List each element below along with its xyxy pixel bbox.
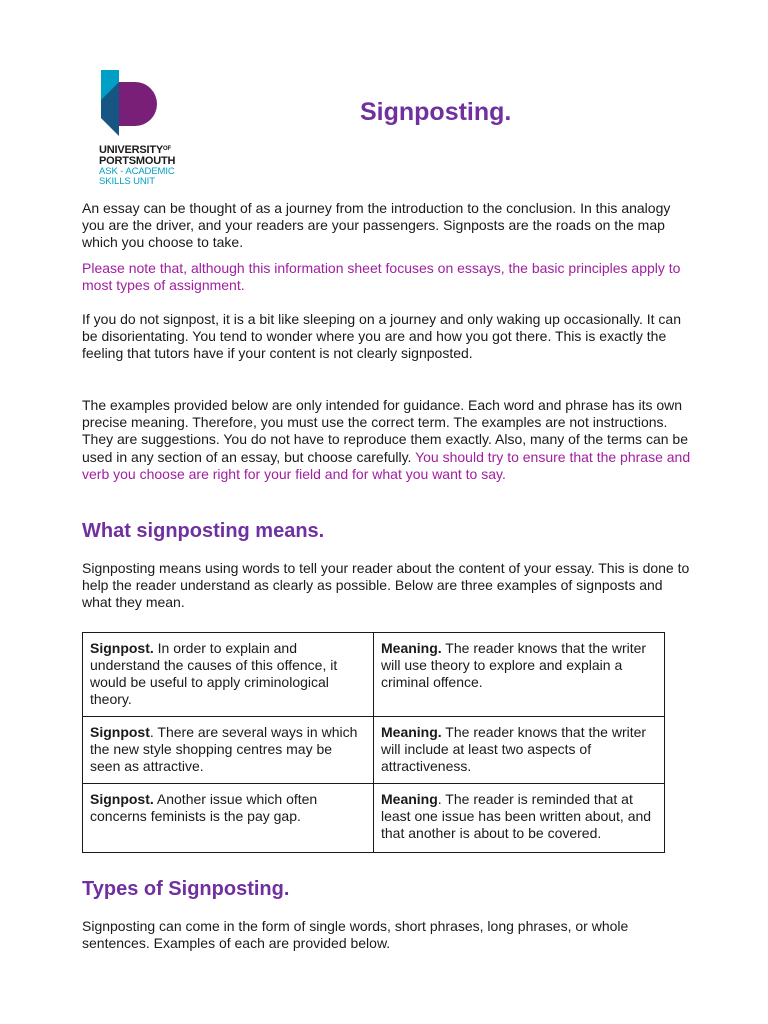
university-shield-icon <box>99 70 159 140</box>
note-paragraph: Please note that, although this information sheet focuses on essays, the basic principles apply to most types of assignment. <box>82 260 681 294</box>
guidance-paragraph <box>82 397 692 483</box>
table-row <box>83 633 665 717</box>
meaning-cell: Meaning. The reader knows that the writer will use theory to explore and explain a criminal offence. <box>374 633 665 717</box>
table-row <box>83 784 665 853</box>
guidance-text: The examples provided below are only intended for guidance. Each word and phrase has its own precise meaning. Therefore, you must use the correct term. The examples are not instructions. They are suggestions. You do not have to reproduce them exactly. Also, many of the terms can be used in any section of an essay, but choose carefully. <box>82 397 688 465</box>
section-heading-types: Types of Signposting. <box>82 878 290 900</box>
table-row <box>83 717 665 784</box>
types-paragraph: Signposting can come in the form of single words, short phrases, long phrases, or whole sentences. Examples of each are provided below. <box>82 918 629 952</box>
logo-unit-name: ASK - ACADEMIC SKILLS UNIT <box>99 166 175 187</box>
signpost-table <box>82 632 665 853</box>
meaning-paragraph: Signposting means using words to tell your reader about the content of your essay. This is done to help the reader understand as clearly as possible. Below are three examples of signposts and what they mean. <box>82 560 690 611</box>
logo-university-name: $UNIVERSITY^{OF}$ PORTSMOUTH <box>99 144 176 167</box>
guidance-highlight: You should try to ensure that the phrase and verb you choose are right for your field and for what you want to say. <box>82 448 691 482</box>
sleeping-analogy-paragraph: If you do not signpost, it is a bit like sleeping on a journey and only waking up occasionally. It can be disorientating. You tend to wonder where you are and how you got there. This is exactly the feeling that tutors have if your content is not clearly signposted. <box>82 311 681 362</box>
signpost-cell: Signpost. There are several ways in which the new style shopping centres may be seen as attractive. <box>83 717 374 784</box>
intro-paragraph: An essay can be thought of as a journey from the introduction to the conclusion. In this analogy you are the driver, and your readers are your passengers. Signposts are the roads on the map which you choose to take. <box>82 200 671 251</box>
meaning-cell: Meaning. The reader knows that the writer will include at least two aspects of attractiveness. <box>374 717 665 784</box>
page-title: Signposting. <box>360 98 512 126</box>
university-logo <box>99 70 199 187</box>
meaning-cell: Meaning. The reader is reminded that at least one issue has been written about, and that another is about to be covered. <box>374 784 665 853</box>
signpost-cell: Signpost. In order to explain and understand the causes of this offence, it would be useful to apply criminological theory. <box>83 633 374 717</box>
section-heading-meaning: What signposting means. <box>82 520 325 542</box>
signpost-cell: Signpost. Another issue which often concerns feminists is the pay gap. <box>83 784 374 853</box>
